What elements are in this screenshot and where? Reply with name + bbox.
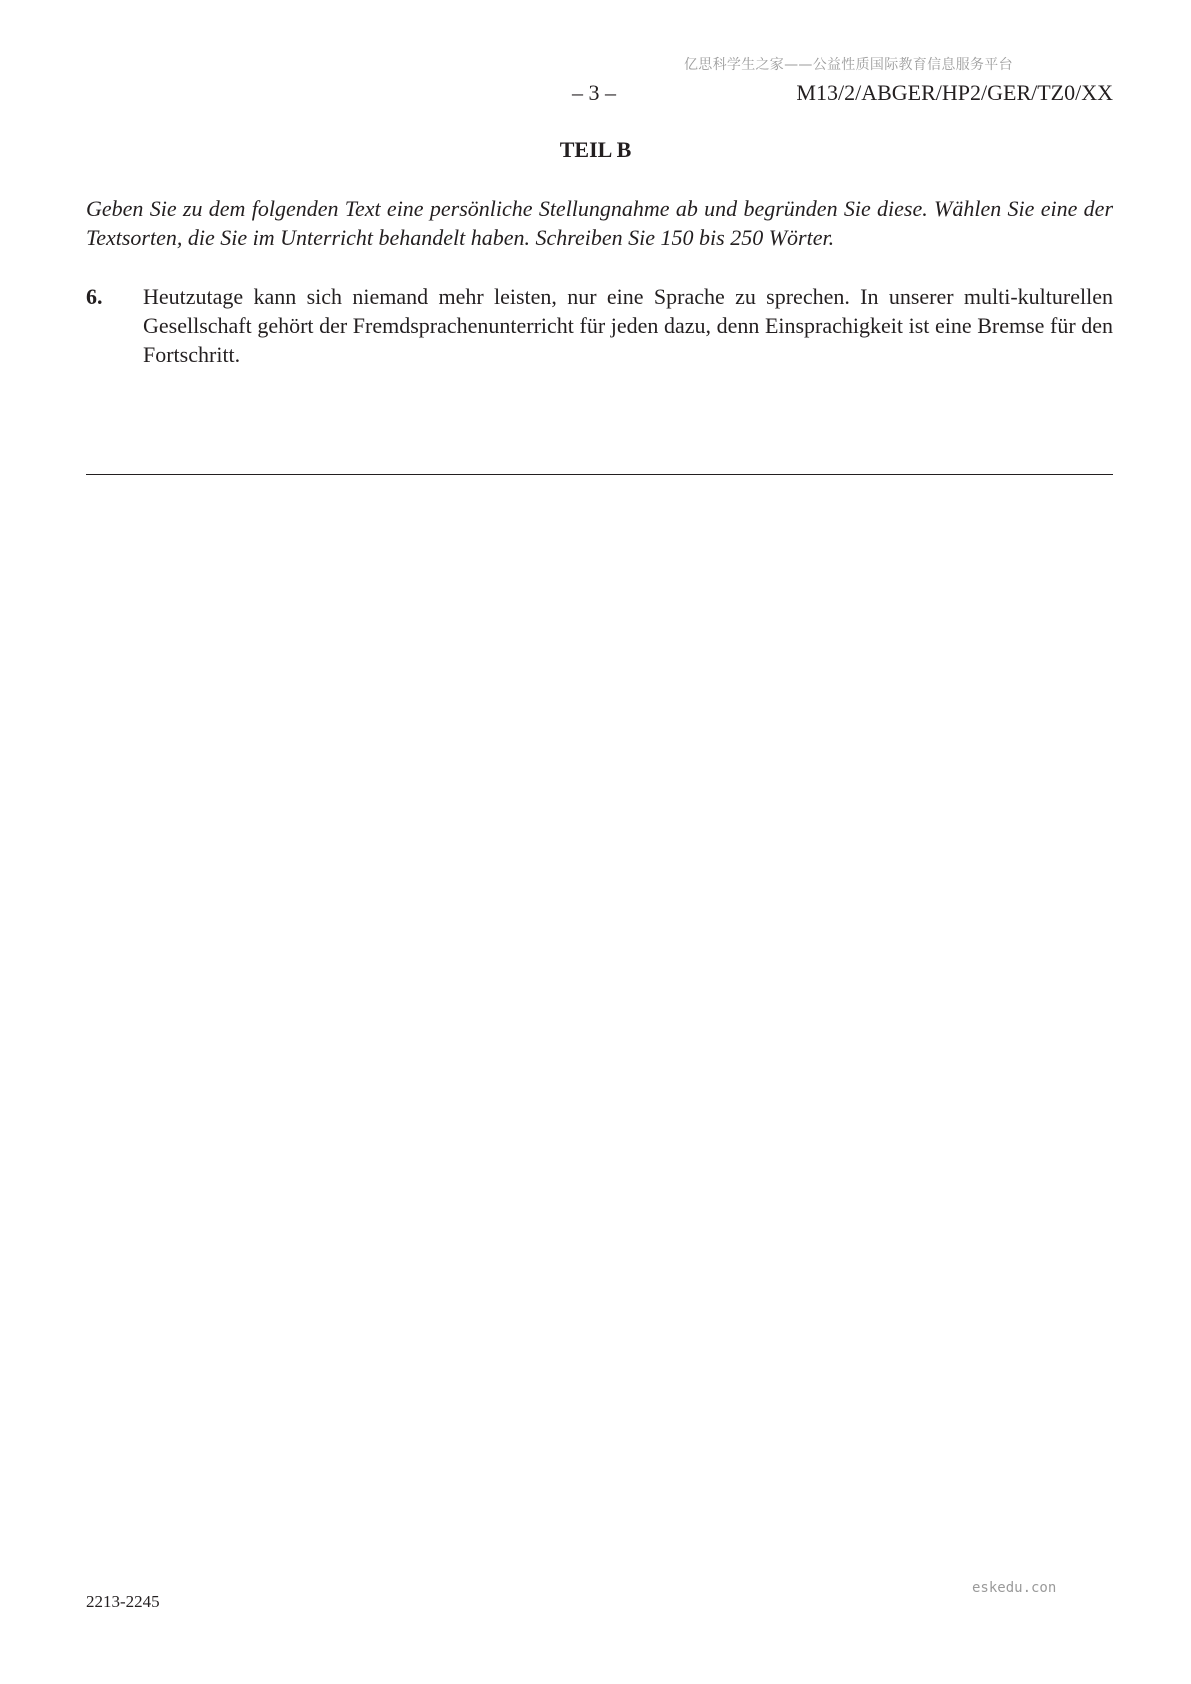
- page-number: – 3 –: [572, 80, 616, 105]
- watermark-top: 亿思科学生之家——公益性质国际教育信息服务平台: [684, 57, 1013, 73]
- document-code: M13/2/ABGER/HP2/GER/TZ0/XX: [796, 80, 1113, 105]
- instructions: Geben Sie zu dem folgenden Text eine persönliche Stellungnahme ab und begründen Sie diese. Wählen Sie eine der Textsorten, die Sie im Unterricht behandelt haben. Schreiben Sie 150 bis 250 Wörter.: [86, 196, 1113, 250]
- section-title: TEIL B: [559, 137, 632, 162]
- question-number: 6.: [86, 284, 103, 309]
- question: [86, 282, 1113, 369]
- question-text: Heutzutage kann sich niemand mehr leisten, nur eine Sprache zu sprechen. In unserer multi-kulturellen Gesellschaft gehört der Fremdsprachenunterricht für jeden dazu, denn Einsprachigkeit ist eine Bremse für den Fortschritt.: [143, 284, 1113, 367]
- footer-code: 2213-2245: [86, 1592, 160, 1611]
- divider: [86, 474, 1113, 475]
- watermark-bottom: eskedu.con: [972, 1580, 1057, 1596]
